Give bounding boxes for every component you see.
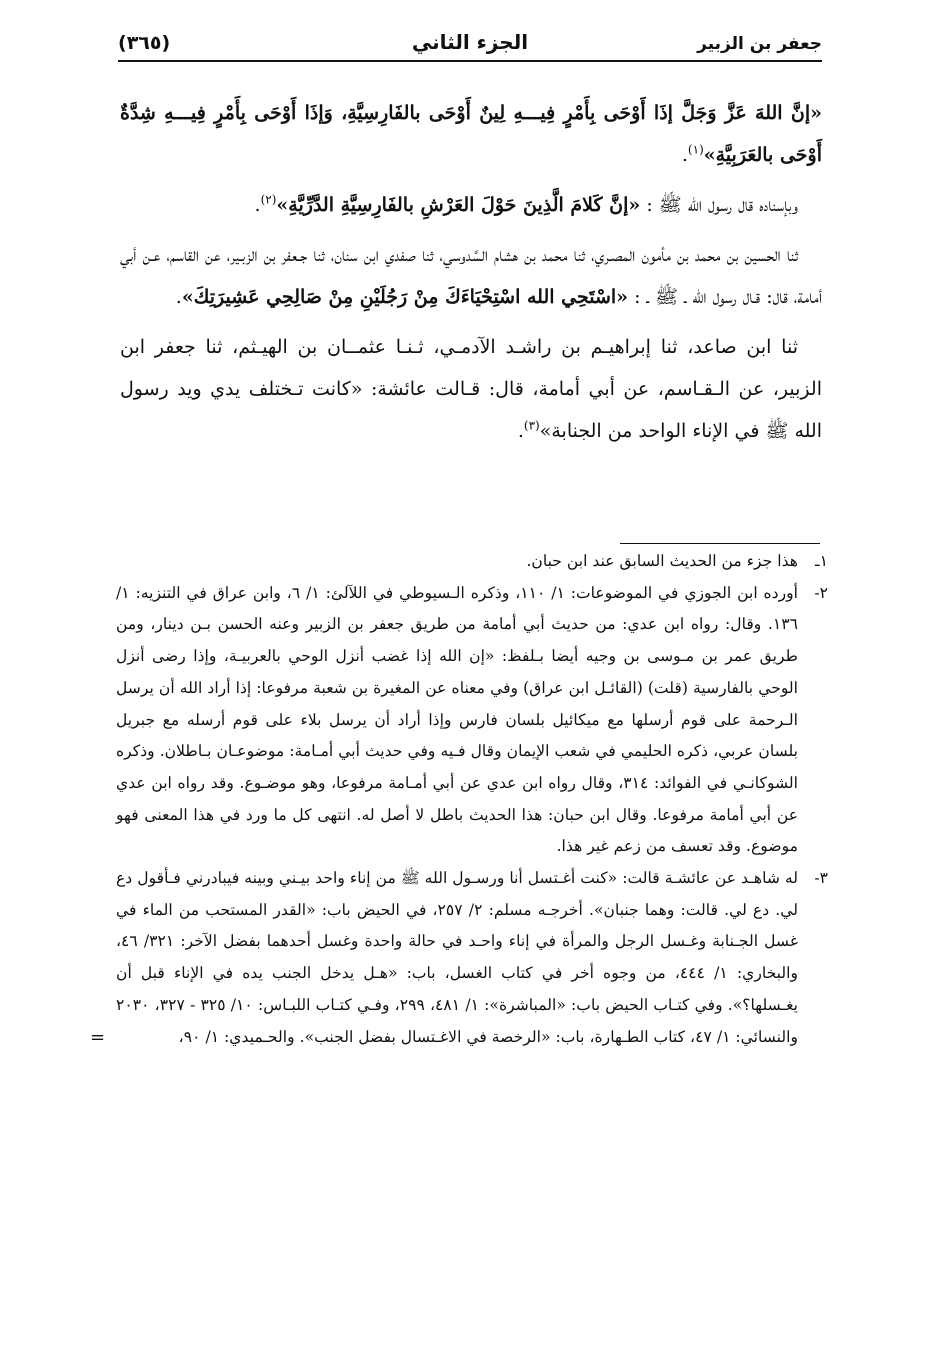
hadith-paragraph-3 (120, 234, 822, 318)
volume-label: الجزء الثاني (411, 30, 529, 54)
isnad-chain-4: ثنا ابن صاعد، ثنا إبراهيـم بن راشـد الآدمـي، ثـنـا عثمــان بن الهيـثم، ثنا جعفر ابن الزبير، عن الـقـاسم، عن أبي أمامة، قال: قـالت عائشة: «كانت تـختلف يدي ويد رسول الله ﷺ في الإناء الواحد من الجنابة» (120, 336, 822, 442)
hadith-paragraph-1 (120, 92, 822, 176)
isnad-chain-3: ثنا الحسين بن محمد بن مأمون المصـري، ثنا محمد بن هشام السَّدوسي، ثنا صفدي ابن سنان، ثنا جـعفر بن الزبـير، عن القاسم، عـن أبي أمامة، قال: قـال رسول الله ـ ﷺ ـ : (120, 244, 822, 308)
footnotes (90, 546, 828, 1053)
footnote-text: أورده ابن الجوزي في الموضوعات: ١/ ١١٠، وذكره الـسيوطي في اللآلئ: ١/ ٦، وابن عراق في التنزيه: ١/ ١٣٦. وقال: رواه ابن عدي: من حديث أبي أمامة من طريق جعفر بن الزبير وعنه الحسن بـن دينار، ومن طريق عمر بن مـوسى بن وجيه أيضا بـلفظ: «إن الله إذا غضب أنزل الوحي بالعربيـة، وإذا رضى أنزل الوحي بالفارسية (قلت) (القائـل ابن عراق) وفي معناه عن المغيرة بن شعبة مرفوعا: إذا أراد الله أن يرسل الـرحمة على قوم أرسلها مع ميكائيل بلسان فارس وإذا أراد أن يرسل بلاء على قوم أرسله مع جبريل بلسان عربي، ذكره الحليمي في شعب الإيمان وقال فـيه وفي حديث أبي أمـامة: موضوعـان بـاطلان. وذكره الشوكانـي في الفوائد: ٣١٤، وقال رواه ابن عدي عن أبي أمـامة مرفوعا، وهو موضـوع. وقد رواه ابن عدي عن أبي أمامة مرفوعا. وقال ابن حبان: هذا الحديث باطل لا أصل له. انتهى كل ما ورد في هذا المعنى فهو موضوع. وقد تعسف من زعم غير هذا. (116, 583, 799, 856)
footnote-1 (116, 546, 828, 578)
hadith-paragraph-2 (120, 184, 822, 226)
running-title: جعفر بن الزبير (697, 34, 822, 54)
footnote-ref-3: (٣) (523, 418, 540, 433)
sentence-end: . (175, 286, 182, 308)
hadith-paragraph-4 (120, 326, 822, 452)
footnote-number: ١ـ (815, 552, 828, 570)
hadith-quote-3: «اسْتَحِي الله اسْتِحْيَاءَكَ مِنْ رَجُلَيْنِ مِنْ صَالِحِي عَشِيرَتِكَ» (181, 286, 629, 308)
page-header (118, 26, 822, 62)
sentence-end: . (517, 420, 524, 442)
footnote-text: له شاهـد عن عائشـة قالت: «كنت أغـتسل أنا ورسـول الله ﷺ من إناء واحد بيـني وبينه فيبادرني فـأقول دع لي. دع لي. قالت: وهما جنبان». أخرجـه مسلم: ٢/ ٢٥٧، في الحيض باب: «القدر المستحب من الماء في غسل الجـنابة وغـسل الرجل والمرأة في إناء واحـد في حالة واحدة وغسل أحدهما بفضل الآخر: ٣٢١/ ٤٦، والبخاري: ١/ ٤٤٤، من وجوه أخر في كتاب الغسل، باب: «هـل يدخل الجنب يده في الإناء قبل أن يغـسلها؟». وفي كتـاب الحيض باب: «المباشرة»: ١/ ٤٨١، ٢٩٩، وفـي كتـاب اللبـاس: ١٠/ ٣٢٥ - ٣٢٧، ٢٠٣٠ والنسائي: ١/ ٤٧، كتاب الطـهارة، باب: «الرخصة في الاغـتسال بفضل الجنب». والحـميدي: ١/ ٩٠، (116, 869, 799, 1046)
main-text (120, 92, 822, 460)
isnad-intro: وبإسناده قال رسول الله ﷺ : (640, 194, 798, 216)
footnote-number: ٣- (814, 869, 828, 888)
sentence-end: . (681, 144, 688, 166)
footnote-text: هذا جزء من الحديث السابق عند ابن حبان. (526, 552, 798, 570)
footnote-divider (620, 543, 820, 544)
footnote-ref-1: (١) (687, 142, 704, 157)
footnote-ref-2: (٢) (260, 192, 277, 207)
hadith-quote-1: «إنَّ اللهَ عَزَّ وَجَلَّ إذَا أَوْحَى بِأَمْرٍ فِيـــهِ لِينٌ أَوْحَى بالفَارِسِيَّةِ، وَإذَا أَوْحَى بِأَمْرٍ فِيـــهِ شِدَّةٌ أَوْحَى بالعَرَبِيَّةِ» (120, 102, 822, 166)
sentence-end: . (254, 194, 261, 216)
hadith-quote-2: «إنَّ كَلامَ الَّذِينَ حَوْلَ العَرْشِ بالفَارِسِيَّةِ الدَّرِّيَّةِ» (276, 194, 641, 216)
page-number: (٣٦٥) (118, 32, 171, 54)
footnote-number: ٢- (814, 583, 828, 602)
footnote-2 (116, 578, 828, 863)
footnote-3 (90, 863, 828, 1053)
continuation-mark: = (90, 1026, 106, 1048)
